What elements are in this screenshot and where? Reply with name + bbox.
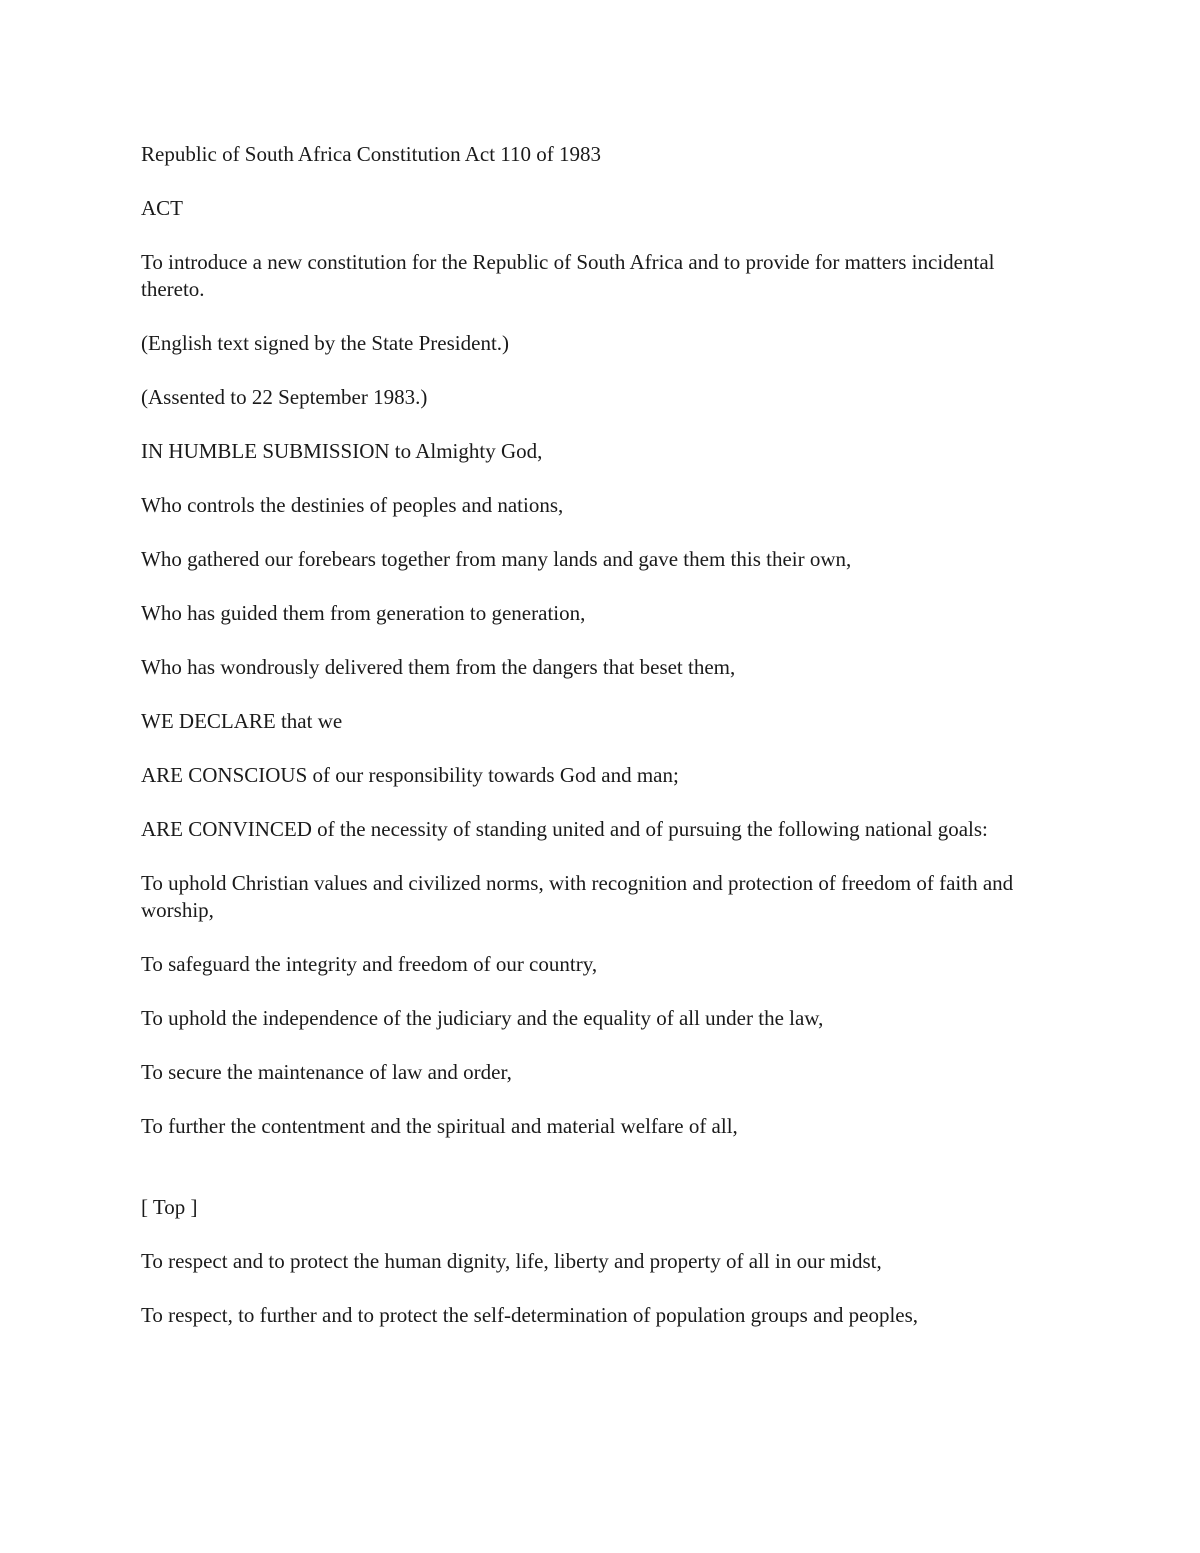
preamble-paragraph: Who has guided them from generation to generation, <box>141 601 586 625</box>
top-link[interactable]: [ Top ] <box>141 1195 198 1219</box>
top-link-paragraph <box>141 1194 1041 1221</box>
document-title: Republic of South Africa Constitution Act 110 of 1983 <box>141 142 602 166</box>
assent-note: (Assented to 22 September 1983.) <box>141 385 428 409</box>
signed-note: (English text signed by the State President.) <box>141 331 510 355</box>
preamble-paragraph: Who controls the destinies of peoples and nations, <box>141 493 564 517</box>
preamble-paragraph: WE DECLARE that we <box>141 709 343 733</box>
preamble-paragraph: To further the contentment and the spiritual and material welfare of all, <box>141 1114 738 1138</box>
preamble-paragraph: Who gathered our forebears together from many lands and gave them this their own, <box>141 547 852 571</box>
preamble-paragraph: To respect and to protect the human dignity, life, liberty and property of all in our midst, <box>141 1249 882 1273</box>
act-heading: ACT <box>141 196 183 220</box>
preamble-paragraph: To safeguard the integrity and freedom of our country, <box>141 952 598 976</box>
preamble-paragraph: ARE CONSCIOUS of our responsibility towards God and man; <box>141 763 679 787</box>
preamble-paragraph: ARE CONVINCED of the necessity of standing united and of pursuing the following national goals: <box>141 817 988 841</box>
preamble-paragraph: To secure the maintenance of law and order, <box>141 1060 512 1084</box>
preamble-paragraph: IN HUMBLE SUBMISSION to Almighty God, <box>141 439 543 463</box>
preamble-paragraph: To uphold the independence of the judiciary and the equality of all under the law, <box>141 1006 824 1030</box>
preamble-paragraph: To respect, to further and to protect the self-determination of population groups and peoples, <box>141 1303 919 1327</box>
preamble-paragraph: To uphold Christian values and civilized norms, with recognition and protection of freedom of faith and worship, <box>141 871 1014 922</box>
long-title: To introduce a new constitution for the Republic of South Africa and to provide for matters incidental thereto. <box>141 250 995 301</box>
preamble-paragraph: Who has wondrously delivered them from the dangers that beset them, <box>141 655 736 679</box>
document-body <box>141 141 1041 1356</box>
